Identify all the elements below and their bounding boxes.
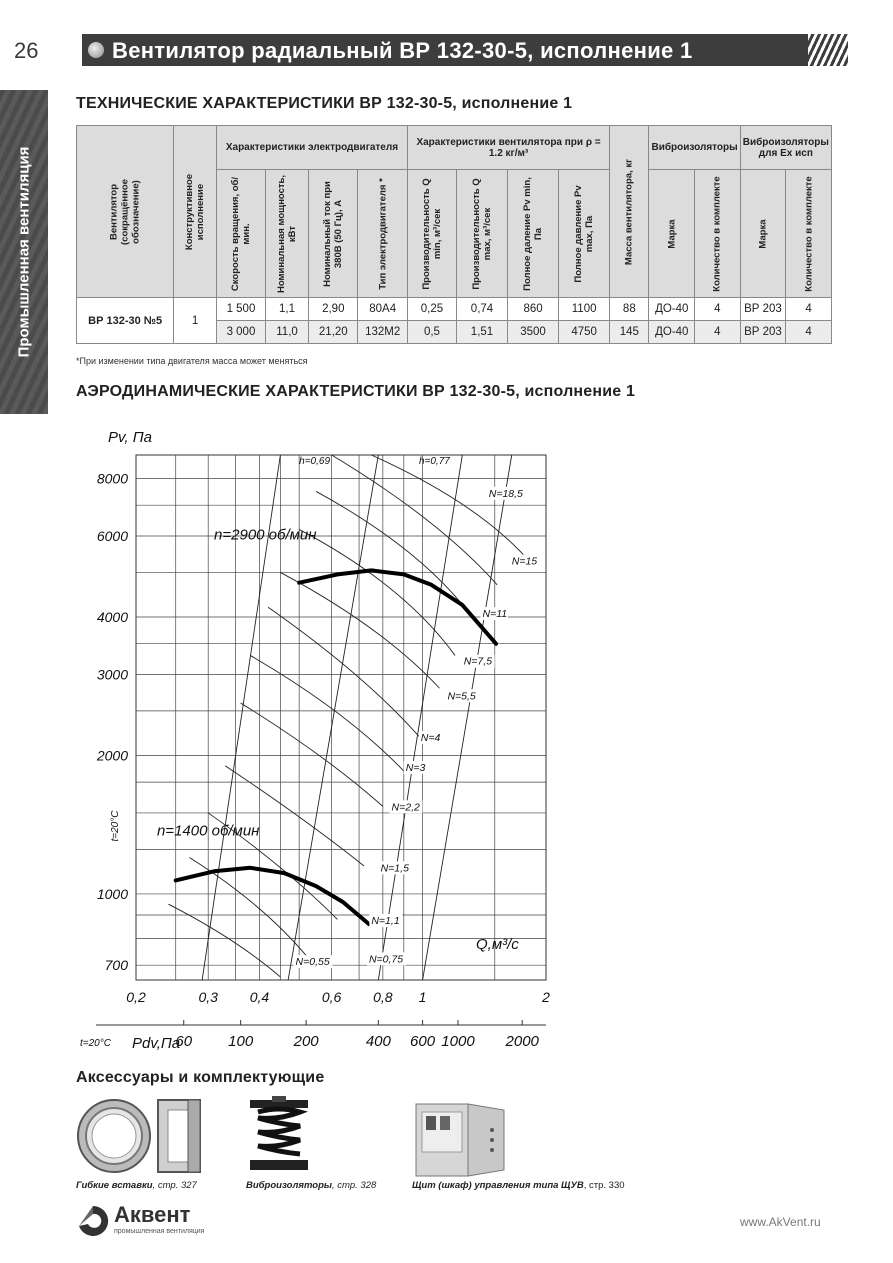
power-curve bbox=[371, 455, 532, 565]
col-qty2-header: Количество в комплекте bbox=[786, 170, 832, 298]
table-cell: 145 bbox=[610, 321, 649, 344]
pdv-tick-label: 100 bbox=[228, 1033, 254, 1050]
group-vib-header: Виброизоляторы bbox=[649, 126, 740, 170]
power-label: N=3 bbox=[405, 762, 426, 775]
bottom-temp-label: t=20°С bbox=[80, 1038, 111, 1049]
power-label: N=2,2 bbox=[391, 801, 420, 814]
table-cell: 1,1 bbox=[265, 298, 308, 321]
col-qmax-header: Производительность Q max, м³/сек bbox=[457, 170, 508, 298]
logo-subtitle: промышленная вентиляция bbox=[114, 1228, 205, 1235]
x-tick-label: 1 bbox=[418, 989, 427, 1005]
side-tab-label: Промышленная вентиляция bbox=[15, 146, 33, 358]
series-label-1400: n=1400 об/мин bbox=[156, 822, 260, 840]
col-pvmin-header: Полное даление Pv min, Па bbox=[507, 170, 558, 298]
logo-text: Аквент bbox=[114, 1202, 191, 1227]
x-tick-label: 0,3 bbox=[198, 989, 218, 1005]
design-cell: 1 bbox=[174, 298, 217, 344]
col-design-header: Конструктивное исполнение bbox=[174, 126, 217, 298]
table-cell: 4 bbox=[786, 298, 832, 321]
col-brand2-header: Марка bbox=[740, 170, 786, 298]
table-cell: 3500 bbox=[507, 321, 558, 344]
side-temp-label: t=20°С bbox=[110, 810, 121, 842]
series-line-0 bbox=[299, 570, 496, 643]
power-curve bbox=[280, 572, 439, 688]
x-tick-label: 0,4 bbox=[249, 989, 270, 1005]
pdv-tick-label: 60 bbox=[175, 1033, 193, 1050]
table-cell: 132М2 bbox=[358, 321, 408, 344]
power-label: N=5,5 bbox=[447, 690, 476, 703]
col-brand-header: Марка bbox=[649, 170, 695, 298]
table-cell: 0,25 bbox=[407, 298, 456, 321]
accessories-title: Аксессуары и комплектующие bbox=[76, 1069, 325, 1086]
power-label: N=11 bbox=[482, 608, 508, 621]
group-fan-header: Характеристики вентилятора при ρ = 1.2 кг/м³ bbox=[407, 126, 609, 170]
table-cell: 860 bbox=[507, 298, 558, 321]
x-tick-label: 2 bbox=[542, 989, 550, 1005]
table-cell: 0,74 bbox=[457, 298, 508, 321]
y-tick-label: 700 bbox=[104, 957, 128, 974]
col-fan-header: Вентилятор (сокращённое обозначение) bbox=[77, 126, 174, 298]
y-tick-label: 6000 bbox=[96, 528, 128, 545]
control-cabinet-image bbox=[412, 1100, 507, 1178]
col-power-header: Номинальная мощность, кВт bbox=[265, 170, 308, 298]
pdv-axis-label: Pdv,Па bbox=[132, 1035, 181, 1052]
power-label: N=1,5 bbox=[380, 862, 409, 875]
vibration-isolator-image bbox=[248, 1096, 310, 1176]
power-label: N=4 bbox=[420, 732, 441, 745]
table-cell: 11,0 bbox=[265, 321, 308, 344]
table-cell: ДО-40 bbox=[649, 321, 695, 344]
power-label: N=0,55 bbox=[295, 956, 330, 969]
tech-section-title: ТЕХНИЧЕСКИЕ ХАРАКТЕРИСТИКИ ВР 132-30-5, исполнение 1 bbox=[76, 95, 573, 112]
chart-series bbox=[176, 570, 496, 924]
group-motor-header: Характеристики электродвигателя bbox=[216, 126, 407, 170]
table-cell: 21,20 bbox=[309, 321, 358, 344]
page-title: Вентилятор радиальный ВР 132-30-5, исполнение 1 bbox=[112, 38, 693, 63]
power-label: N=18,5 bbox=[488, 487, 523, 500]
col-mass-header: Масса вентилятора, кг bbox=[610, 126, 649, 298]
table-cell: 4 bbox=[786, 321, 832, 344]
y-tick-label: 8000 bbox=[96, 470, 128, 487]
power-curve bbox=[299, 529, 455, 655]
spec-table bbox=[76, 125, 832, 344]
col-pvmax-header: Полное давление Pv max, Па bbox=[559, 170, 610, 298]
power-curve bbox=[225, 766, 364, 866]
col-type-header: Тип электродвигателя * bbox=[358, 170, 408, 298]
site-url[interactable]: www.AkVent.ru bbox=[740, 1215, 821, 1229]
col-qmin-header: Производительность Q min, м³/сек bbox=[407, 170, 456, 298]
pdv-tick-label: 200 bbox=[293, 1033, 319, 1050]
header-bullet-icon bbox=[88, 42, 104, 58]
efficiency-ray bbox=[420, 455, 512, 980]
col-current-header: Номинальный ток при 380В (50 Гц), А bbox=[309, 170, 358, 298]
akvent-logo bbox=[76, 1200, 236, 1242]
y-axis-title: Pv, Па bbox=[108, 429, 152, 446]
pdv-tick-label: 400 bbox=[365, 1033, 391, 1050]
page-number: 26 bbox=[14, 38, 39, 63]
pdv-tick-label: 2000 bbox=[505, 1033, 539, 1050]
aero-chart bbox=[70, 420, 560, 1055]
efficiency-ray bbox=[378, 455, 462, 980]
table-footnote: *При изменении типа двигателя масса может меняться bbox=[76, 356, 308, 366]
y-tick-label: 1000 bbox=[96, 885, 128, 902]
accessory-caption-2[interactable]: Виброизоляторы, стр. 328 bbox=[246, 1180, 377, 1191]
table-cell: ВР 203 bbox=[740, 298, 786, 321]
table-cell: 3 000 bbox=[216, 321, 265, 344]
table-cell: 4 bbox=[695, 321, 741, 344]
flexible-insert-image bbox=[76, 1096, 211, 1176]
efficiency-label: h=0,77 bbox=[418, 456, 450, 467]
pdv-tick-label: 600 bbox=[410, 1033, 436, 1050]
table-cell: 4 bbox=[695, 298, 741, 321]
table-cell: ВР 203 bbox=[740, 321, 786, 344]
y-tick-label: 3000 bbox=[96, 666, 128, 683]
pdv-tick-label: 1000 bbox=[441, 1033, 475, 1050]
table-cell: 0,5 bbox=[407, 321, 456, 344]
accessory-caption-1[interactable]: Гибкие вставки, стр. 327 bbox=[76, 1180, 197, 1191]
table-cell: 1 500 bbox=[216, 298, 265, 321]
power-label: N=1,1 bbox=[371, 915, 400, 928]
x-tick-label: 0,6 bbox=[321, 989, 342, 1005]
table-row bbox=[77, 298, 832, 321]
table-cell: 1,51 bbox=[457, 321, 508, 344]
y-tick-label: 4000 bbox=[96, 609, 128, 626]
accessory-caption-3[interactable]: Щит (шкаф) управления типа ЩУВ, стр. 330 bbox=[412, 1180, 625, 1191]
series-label-2900: n=2900 об/мин bbox=[214, 526, 317, 544]
col-speed-header: Скорость вращения, об/мин. bbox=[216, 170, 265, 298]
table-cell: 2,90 bbox=[309, 298, 358, 321]
table-cell: ДО-40 bbox=[649, 298, 695, 321]
table-cell: 1100 bbox=[559, 298, 610, 321]
x-tick-label: 0,8 bbox=[373, 989, 393, 1005]
group-vib-ex-header: Виброизоляторы для Ex исп bbox=[740, 126, 831, 170]
table-cell: 88 bbox=[610, 298, 649, 321]
y-tick-label: 2000 bbox=[96, 747, 128, 764]
chart-labels bbox=[80, 429, 550, 1052]
power-curve bbox=[332, 455, 498, 585]
logo-icon bbox=[76, 1204, 110, 1238]
header-stripes bbox=[808, 34, 848, 66]
efficiency-label: h=0,69 bbox=[299, 456, 331, 467]
power-label: N=0,75 bbox=[368, 953, 404, 966]
table-cell: 4750 bbox=[559, 321, 610, 344]
x-axis-title: Q,м³/с bbox=[476, 935, 519, 953]
table-cell: 80А4 bbox=[358, 298, 408, 321]
col-qty-header: Количество в комплекте bbox=[695, 170, 741, 298]
power-label: N=7,5 bbox=[463, 655, 493, 668]
fan-name-cell: ВР 132-30 №5 bbox=[77, 298, 174, 344]
series-line-1 bbox=[176, 868, 369, 924]
x-tick-label: 0,2 bbox=[126, 989, 146, 1005]
aero-section-title: АЭРОДИНАМИЧЕСКИЕ ХАРАКТЕРИСТИКИ ВР 132-30-5, исполнение 1 bbox=[76, 383, 636, 400]
power-label: N=15 bbox=[511, 555, 538, 568]
